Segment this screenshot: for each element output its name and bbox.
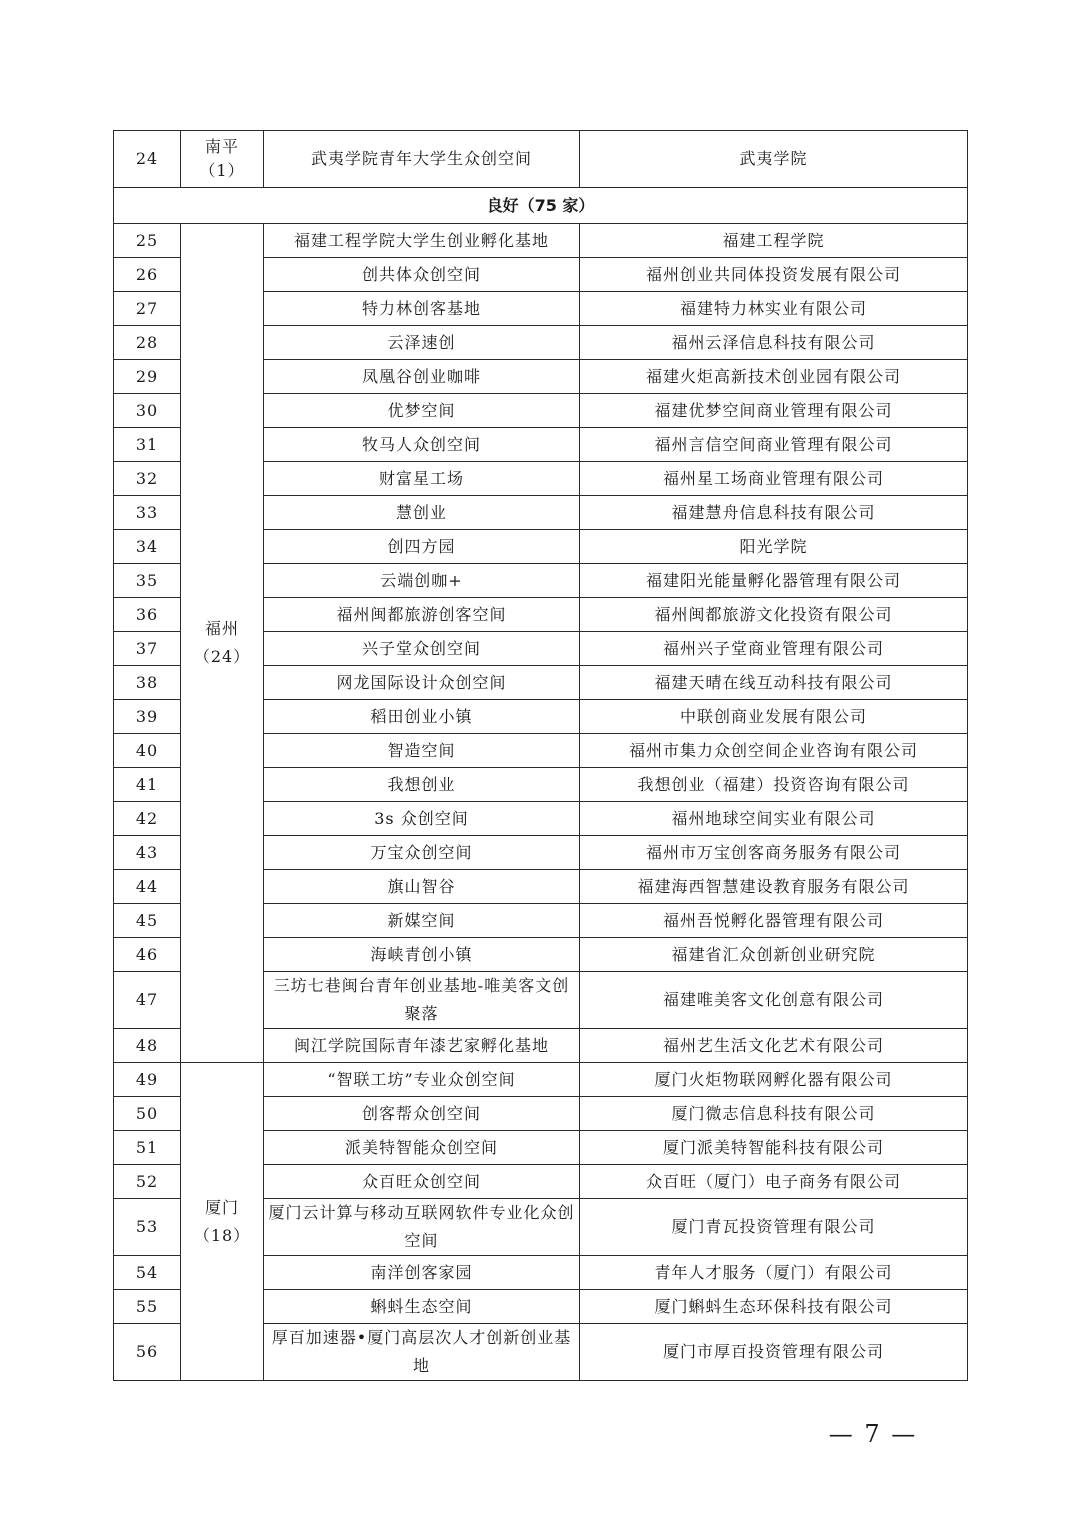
row-number: 25 [114, 224, 181, 258]
operator-name: 福州言信空间商业管理有限公司 [580, 428, 968, 462]
row-number: 32 [114, 462, 181, 496]
space-name: 南洋创客家园 [264, 1256, 580, 1290]
operator-name: 福州艺生活文化艺术有限公司 [580, 1029, 968, 1063]
row-number: 36 [114, 598, 181, 632]
operator-name: 中联创商业发展有限公司 [580, 700, 968, 734]
space-name: 旗山智谷 [264, 870, 580, 904]
row-number: 48 [114, 1029, 181, 1063]
row-number: 39 [114, 700, 181, 734]
space-name: 云端创咖+ [264, 564, 580, 598]
row-number: 52 [114, 1165, 181, 1199]
row-number: 53 [114, 1199, 181, 1256]
operator-name: 我想创业（福建）投资咨询有限公司 [580, 768, 968, 802]
operator-name: 厦门派美特智能科技有限公司 [580, 1131, 968, 1165]
row-number: 35 [114, 564, 181, 598]
operator-name: 众百旺（厦门）电子商务有限公司 [580, 1165, 968, 1199]
section-title: 良好（75 家） [114, 188, 968, 224]
row-number: 37 [114, 632, 181, 666]
operator-name: 福建天晴在线互动科技有限公司 [580, 666, 968, 700]
region-cell-nanping [181, 131, 264, 188]
row-number: 33 [114, 496, 181, 530]
region-cell-fuzhou [181, 224, 264, 1063]
operator-name: 福州吾悦孵化器管理有限公司 [580, 904, 968, 938]
row-number: 49 [114, 1063, 181, 1097]
operator-name: 福州兴子堂商业管理有限公司 [580, 632, 968, 666]
operator-name: 福建工程学院 [580, 224, 968, 258]
row-number: 45 [114, 904, 181, 938]
space-name: 福建工程学院大学生创业孵化基地 [264, 224, 580, 258]
space-name: 优梦空间 [264, 394, 580, 428]
space-name: 福州闽都旅游创客空间 [264, 598, 580, 632]
space-name: 三坊七巷闽台青年创业基地-唯美客文创聚落 [264, 972, 580, 1029]
region-name: 福州 [204, 619, 239, 638]
operator-name: 福州地球空间实业有限公司 [580, 802, 968, 836]
operator-name: 福建省汇众创新创业研究院 [580, 938, 968, 972]
space-name: 财富星工场 [264, 462, 580, 496]
operator-name: 福建优梦空间商业管理有限公司 [580, 394, 968, 428]
space-name: 智造空间 [264, 734, 580, 768]
operator-name: 福建慧舟信息科技有限公司 [580, 496, 968, 530]
space-name: 武夷学院青年大学生众创空间 [264, 131, 580, 188]
row-number: 46 [114, 938, 181, 972]
region-count: （1） [199, 161, 245, 180]
space-name: 厚百加速器•厦门高层次人才创新创业基地 [264, 1324, 580, 1381]
operator-name: 福州创业共同体投资发展有限公司 [580, 258, 968, 292]
operator-name: 厦门微志信息科技有限公司 [580, 1097, 968, 1131]
operator-name: 福建阳光能量孵化器管理有限公司 [580, 564, 968, 598]
row-number: 40 [114, 734, 181, 768]
space-name: 创四方园 [264, 530, 580, 564]
row-number: 27 [114, 292, 181, 326]
space-name: 闽江学院国际青年漆艺家孵化基地 [264, 1029, 580, 1063]
space-name: 兴子堂众创空间 [264, 632, 580, 666]
space-name: 凤凰谷创业咖啡 [264, 360, 580, 394]
operator-name: 福建海西智慧建设教育服务有限公司 [580, 870, 968, 904]
region-cell-xiamen [181, 1063, 264, 1381]
space-name: 新媒空间 [264, 904, 580, 938]
space-name: 3s 众创空间 [264, 802, 580, 836]
space-name: 云泽速创 [264, 326, 580, 360]
row-number: 50 [114, 1097, 181, 1131]
row-number: 24 [114, 131, 181, 188]
operator-name: 福州市集力众创空间企业咨询有限公司 [580, 734, 968, 768]
operator-name: 厦门市厚百投资管理有限公司 [580, 1324, 968, 1381]
row-number: 41 [114, 768, 181, 802]
row-number: 43 [114, 836, 181, 870]
table-row [114, 224, 968, 258]
row-number: 29 [114, 360, 181, 394]
region-count: （18） [193, 1225, 251, 1245]
space-name: 网龙国际设计众创空间 [264, 666, 580, 700]
operator-name: 福建火炬高新技术创业园有限公司 [580, 360, 968, 394]
space-name: 万宝众创空间 [264, 836, 580, 870]
table-row [114, 1063, 968, 1097]
row-number: 34 [114, 530, 181, 564]
operator-name: 福建唯美客文化创意有限公司 [580, 972, 968, 1029]
row-number: 44 [114, 870, 181, 904]
incubator-list-table [113, 130, 968, 1381]
row-number: 26 [114, 258, 181, 292]
operator-name: 厦门蝌蚪生态环保科技有限公司 [580, 1290, 968, 1324]
space-name: 海峡青创小镇 [264, 938, 580, 972]
space-name: 特力林创客基地 [264, 292, 580, 326]
row-number: 51 [114, 1131, 181, 1165]
table-row [114, 131, 968, 188]
space-name: 牧马人众创空间 [264, 428, 580, 462]
operator-name: 厦门火炬物联网孵化器有限公司 [580, 1063, 968, 1097]
space-name: “智联工坊”专业众创空间 [264, 1063, 580, 1097]
region-name: 南平 [204, 137, 239, 156]
operator-name: 武夷学院 [580, 131, 968, 188]
page-number: — 7 — [828, 1420, 918, 1448]
region-count: （24） [193, 647, 251, 666]
space-name: 厦门云计算与移动互联网软件专业化众创空间 [264, 1199, 580, 1256]
row-number: 54 [114, 1256, 181, 1290]
row-number: 31 [114, 428, 181, 462]
row-number: 28 [114, 326, 181, 360]
space-name: 慧创业 [264, 496, 580, 530]
operator-name: 青年人才服务（厦门）有限公司 [580, 1256, 968, 1290]
space-name: 创客帮众创空间 [264, 1097, 580, 1131]
row-number: 30 [114, 394, 181, 428]
space-name: 蝌蚪生态空间 [264, 1290, 580, 1324]
operator-name: 福州闽都旅游文化投资有限公司 [580, 598, 968, 632]
operator-name: 阳光学院 [580, 530, 968, 564]
section-header-row [114, 188, 968, 224]
operator-name: 福州云泽信息科技有限公司 [580, 326, 968, 360]
row-number: 56 [114, 1324, 181, 1381]
operator-name: 福州星工场商业管理有限公司 [580, 462, 968, 496]
row-number: 55 [114, 1290, 181, 1324]
operator-name: 厦门青瓦投资管理有限公司 [580, 1199, 968, 1256]
space-name: 众百旺众创空间 [264, 1165, 580, 1199]
space-name: 稻田创业小镇 [264, 700, 580, 734]
operator-name: 福建特力林实业有限公司 [580, 292, 968, 326]
row-number: 38 [114, 666, 181, 700]
space-name: 我想创业 [264, 768, 580, 802]
space-name: 派美特智能众创空间 [264, 1131, 580, 1165]
region-name: 厦门 [204, 1197, 239, 1217]
space-name: 创共体众创空间 [264, 258, 580, 292]
row-number: 47 [114, 972, 181, 1029]
operator-name: 福州市万宝创客商务服务有限公司 [580, 836, 968, 870]
row-number: 42 [114, 802, 181, 836]
